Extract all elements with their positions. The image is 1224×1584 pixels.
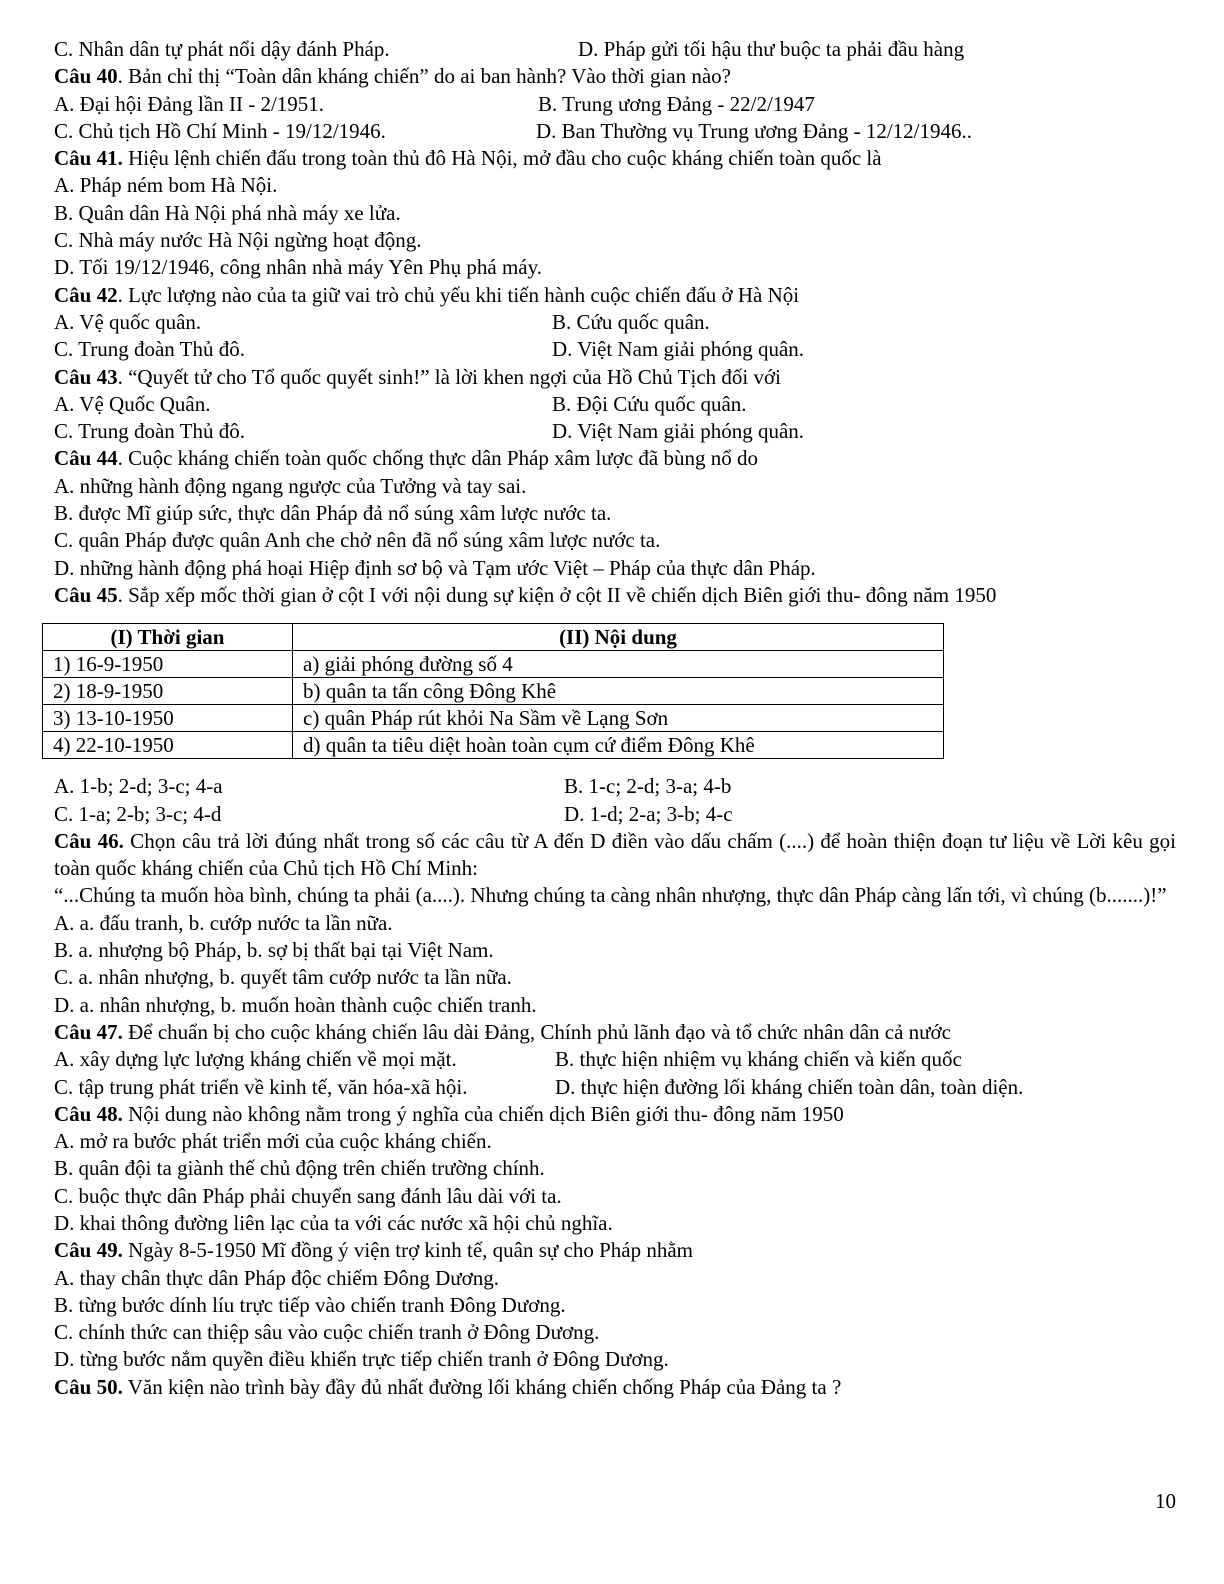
q47-stem — [54, 1019, 1176, 1046]
q39-option-d: D. Pháp gửi tối hậu thư buộc ta phải đầu hàng — [578, 37, 965, 61]
q40-text: . Bản chỉ thị “Toàn dân kháng chiến” do ai ban hành? Vào thời gian nào? — [117, 64, 731, 89]
q47-options-row-2 — [54, 1074, 1176, 1101]
q49-option-d: D. từng bước nắm quyền điều khiển trực tiếp chiến tranh ở Đông Dương. — [54, 1347, 669, 1372]
table-cell-content: c) quân Pháp rút khỏi Na Sầm về Lạng Sơn — [293, 705, 944, 732]
table-row — [43, 651, 944, 678]
q48-option-c: C. buộc thực dân Pháp phải chuyển sang đánh lâu dài với ta. — [54, 1183, 562, 1208]
table-cell-time: 2) 18-9-1950 — [43, 678, 293, 705]
q45-events-table — [42, 623, 944, 759]
q43-options-row-1 — [54, 391, 1176, 418]
q45-options-row-2 — [54, 801, 1176, 828]
q46-text: Chọn câu trả lời đúng nhất trong số các câu từ A đến D điền vào dấu chấm (....) để hoàn thiện đoạn tư liệu về Lời kêu gọi toàn quốc kháng chiến của Chủ tịch Hồ Chí Minh: — [54, 828, 1176, 881]
q46-number: Câu 46. — [54, 828, 124, 853]
q39-option-c: C. Nhân dân tự phát nổi dậy đánh Pháp. — [54, 37, 390, 61]
q43-option-a: A. Vệ Quốc Quân. — [54, 391, 211, 416]
q45-number: Câu 45 — [54, 582, 118, 607]
q40-option-a: A. Đại hội Đảng lần II - 2/1951. — [54, 91, 325, 116]
table-header-time: (I) Thời gian — [43, 624, 293, 651]
table-cell-time: 4) 22-10-1950 — [43, 732, 293, 759]
q50-stem — [54, 1374, 1176, 1401]
q44-stem — [54, 445, 1176, 472]
q46-quote: “...Chúng ta muốn hòa bình, chúng ta phải (a....). Nhưng chúng ta càng nhân nhượng, thực dân Pháp càng lấn tới, vì chúng (b.......)!” — [54, 883, 1167, 908]
q47-number: Câu 47. — [54, 1019, 123, 1044]
q50-number: Câu 50. — [54, 1374, 123, 1399]
q44-option-a: A. những hành động ngang ngược của Tưởng và tay sai. — [54, 473, 527, 498]
table-cell-content: b) quân ta tấn công Đông Khê — [293, 678, 944, 705]
q42-option-b: B. Cứu quốc quân. — [552, 309, 710, 334]
q42-number: Câu 42 — [54, 282, 118, 307]
q39-options-row — [54, 36, 1176, 63]
table-header-content: (II) Nội dung — [293, 624, 944, 651]
q41-number: Câu 41. — [54, 146, 123, 171]
q40-option-c: C. Chủ tịch Hồ Chí Minh - 19/12/1946. — [54, 118, 386, 143]
q44-number: Câu 44 — [54, 446, 118, 471]
q46-option-b: B. a. nhượng bộ Pháp, b. sợ bị thất bại tại Việt Nam. — [54, 938, 494, 963]
document-page — [54, 36, 1176, 1401]
q40-option-b: B. Trung ương Đảng - 22/2/1947 — [538, 91, 815, 116]
q44-text: . Cuộc kháng chiến toàn quốc chống thực dân Pháp xâm lược đã bùng nổ do — [117, 446, 759, 471]
q40-number: Câu 40 — [54, 64, 118, 89]
q43-number: Câu 43 — [54, 364, 118, 389]
q49-option-b: B. từng bước dính líu trực tiếp vào chiến tranh Đông Dương. — [54, 1292, 566, 1317]
q47-options-row-1 — [54, 1046, 1176, 1073]
q43-options-row-2 — [54, 418, 1176, 445]
q44-option-c: C. quân Pháp được quân Anh che chở nên đã nổ súng xâm lược nước ta. — [54, 528, 661, 553]
q45-option-d: D. 1-d; 2-a; 3-b; 4-c — [564, 801, 733, 826]
q44-option-d: D. những hành động phá hoại Hiệp định sơ bộ và Tạm ước Việt – Pháp của thực dân Pháp. — [54, 555, 816, 580]
q41-option-c: C. Nhà máy nước Hà Nội ngừng hoạt động. — [54, 228, 422, 253]
q42-option-d: D. Việt Nam giải phóng quân. — [552, 337, 805, 362]
q43-stem — [54, 364, 1176, 391]
q42-options-row-1 — [54, 309, 1176, 336]
q43-option-d: D. Việt Nam giải phóng quân. — [552, 419, 805, 444]
q41-text: Hiệu lệnh chiến đấu trong toàn thủ đô Hà Nội, mở đầu cho cuộc kháng chiến toàn quốc là — [122, 146, 882, 171]
q43-text: . “Quyết tử cho Tổ quốc quyết sinh!” là lời khen ngợi của Hồ Chủ Tịch đối với — [117, 364, 781, 389]
q48-option-a: A. mở ra bước phát triển mới của cuộc kháng chiến. — [54, 1129, 492, 1154]
q41-option-d: D. Tối 19/12/1946, công nhân nhà máy Yên Phụ phá máy. — [54, 255, 542, 280]
q43-option-c: C. Trung đoàn Thủ đô. — [54, 419, 245, 444]
q45-option-c: C. 1-a; 2-b; 3-c; 4-d — [54, 801, 222, 826]
q45-options-row-1 — [54, 773, 1176, 800]
q48-text: Nội dung nào không nằm trong ý nghĩa của chiến dịch Biên giới thu- đông năm 1950 — [122, 1101, 844, 1126]
q43-option-b: B. Đội Cứu quốc quân. — [552, 391, 747, 416]
table-row — [43, 678, 944, 705]
q46-option-a: A. a. đấu tranh, b. cướp nước ta lần nữa. — [54, 910, 393, 935]
q41-stem — [54, 145, 1176, 172]
q44-option-b: B. được Mĩ giúp sức, thực dân Pháp đả nổ súng xâm lược nước ta. — [54, 501, 612, 526]
table-cell-content: d) quân ta tiêu diệt hoàn toàn cụm cứ điểm Đông Khê — [293, 732, 944, 759]
q47-text: Để chuẩn bị cho cuộc kháng chiến lâu dài Đảng, Chính phủ lãnh đạo và tổ chức nhân dân cả nước — [122, 1019, 951, 1044]
q40-options-row-1 — [54, 91, 1176, 118]
q40-options-row-2 — [54, 118, 1176, 145]
table-header-row — [43, 624, 944, 651]
q49-text: Ngày 8-5-1950 Mĩ đồng ý viện trợ kinh tế, quân sự cho Pháp nhằm — [122, 1238, 694, 1263]
q47-option-d: D. thực hiện đường lối kháng chiến toàn dân, toàn diện. — [555, 1074, 1024, 1099]
q42-options-row-2 — [54, 336, 1176, 363]
q49-stem — [54, 1237, 1176, 1264]
q45-option-b: B. 1-c; 2-d; 3-a; 4-b — [564, 774, 732, 799]
q50-text: Văn kiện nào trình bày đầy đủ nhất đường lối kháng chiến chống Pháp của Đảng ta ? — [122, 1374, 842, 1399]
q41-option-a: A. Pháp ném bom Hà Nội. — [54, 173, 278, 198]
q42-option-c: C. Trung đoàn Thủ đô. — [54, 337, 245, 362]
q40-stem — [54, 63, 1176, 90]
q49-number: Câu 49. — [54, 1238, 123, 1263]
q48-number: Câu 48. — [54, 1101, 123, 1126]
q49-option-c: C. chính thức can thiệp sâu vào cuộc chiến tranh ở Đông Dương. — [54, 1320, 600, 1345]
q47-option-b: B. thực hiện nhiệm vụ kháng chiến và kiến quốc — [555, 1047, 962, 1072]
q48-option-b: B. quân đội ta giành thế chủ động trên chiến trường chính. — [54, 1156, 545, 1181]
q40-option-d: D. Ban Thường vụ Trung ương Đảng - 12/12/1946.. — [536, 118, 973, 143]
table-cell-time: 3) 13-10-1950 — [43, 705, 293, 732]
q47-option-a: A. xây dựng lực lượng kháng chiến về mọi mặt. — [54, 1047, 457, 1072]
q45-stem — [54, 582, 1176, 609]
q41-option-b: B. Quân dân Hà Nội phá nhà máy xe lửa. — [54, 200, 401, 225]
q46-stem — [54, 828, 1176, 883]
q45-text: . Sắp xếp mốc thời gian ở cột I với nội dung sự kiện ở cột II về chiến dịch Biên giới thu- đông năm 1950 — [117, 582, 997, 607]
q42-option-a: A. Vệ quốc quân. — [54, 309, 202, 334]
q42-stem — [54, 282, 1176, 309]
table-row — [43, 705, 944, 732]
q47-option-c: C. tập trung phát triển về kinh tế, văn hóa-xã hội. — [54, 1074, 468, 1099]
q48-stem — [54, 1101, 1176, 1128]
q48-option-d: D. khai thông đường liên lạc của ta với các nước xã hội chủ nghĩa. — [54, 1210, 613, 1235]
q46-option-c: C. a. nhân nhượng, b. quyết tâm cướp nước ta lần nữa. — [54, 965, 512, 990]
table-cell-time: 1) 16-9-1950 — [43, 651, 293, 678]
q45-option-a: A. 1-b; 2-d; 3-c; 4-a — [54, 774, 223, 799]
table-cell-content: a) giải phóng đường số 4 — [293, 651, 944, 678]
table-row — [43, 732, 944, 759]
q42-text: . Lực lượng nào của ta giữ vai trò chủ yếu khi tiến hành cuộc chiến đấu ở Hà Nội — [117, 282, 800, 307]
q49-option-a: A. thay chân thực dân Pháp độc chiếm Đông Dương. — [54, 1265, 500, 1290]
page-number: 10 — [1155, 1489, 1176, 1513]
q46-option-d: D. a. nhân nhượng, b. muốn hoàn thành cuộc chiến tranh. — [54, 992, 537, 1017]
